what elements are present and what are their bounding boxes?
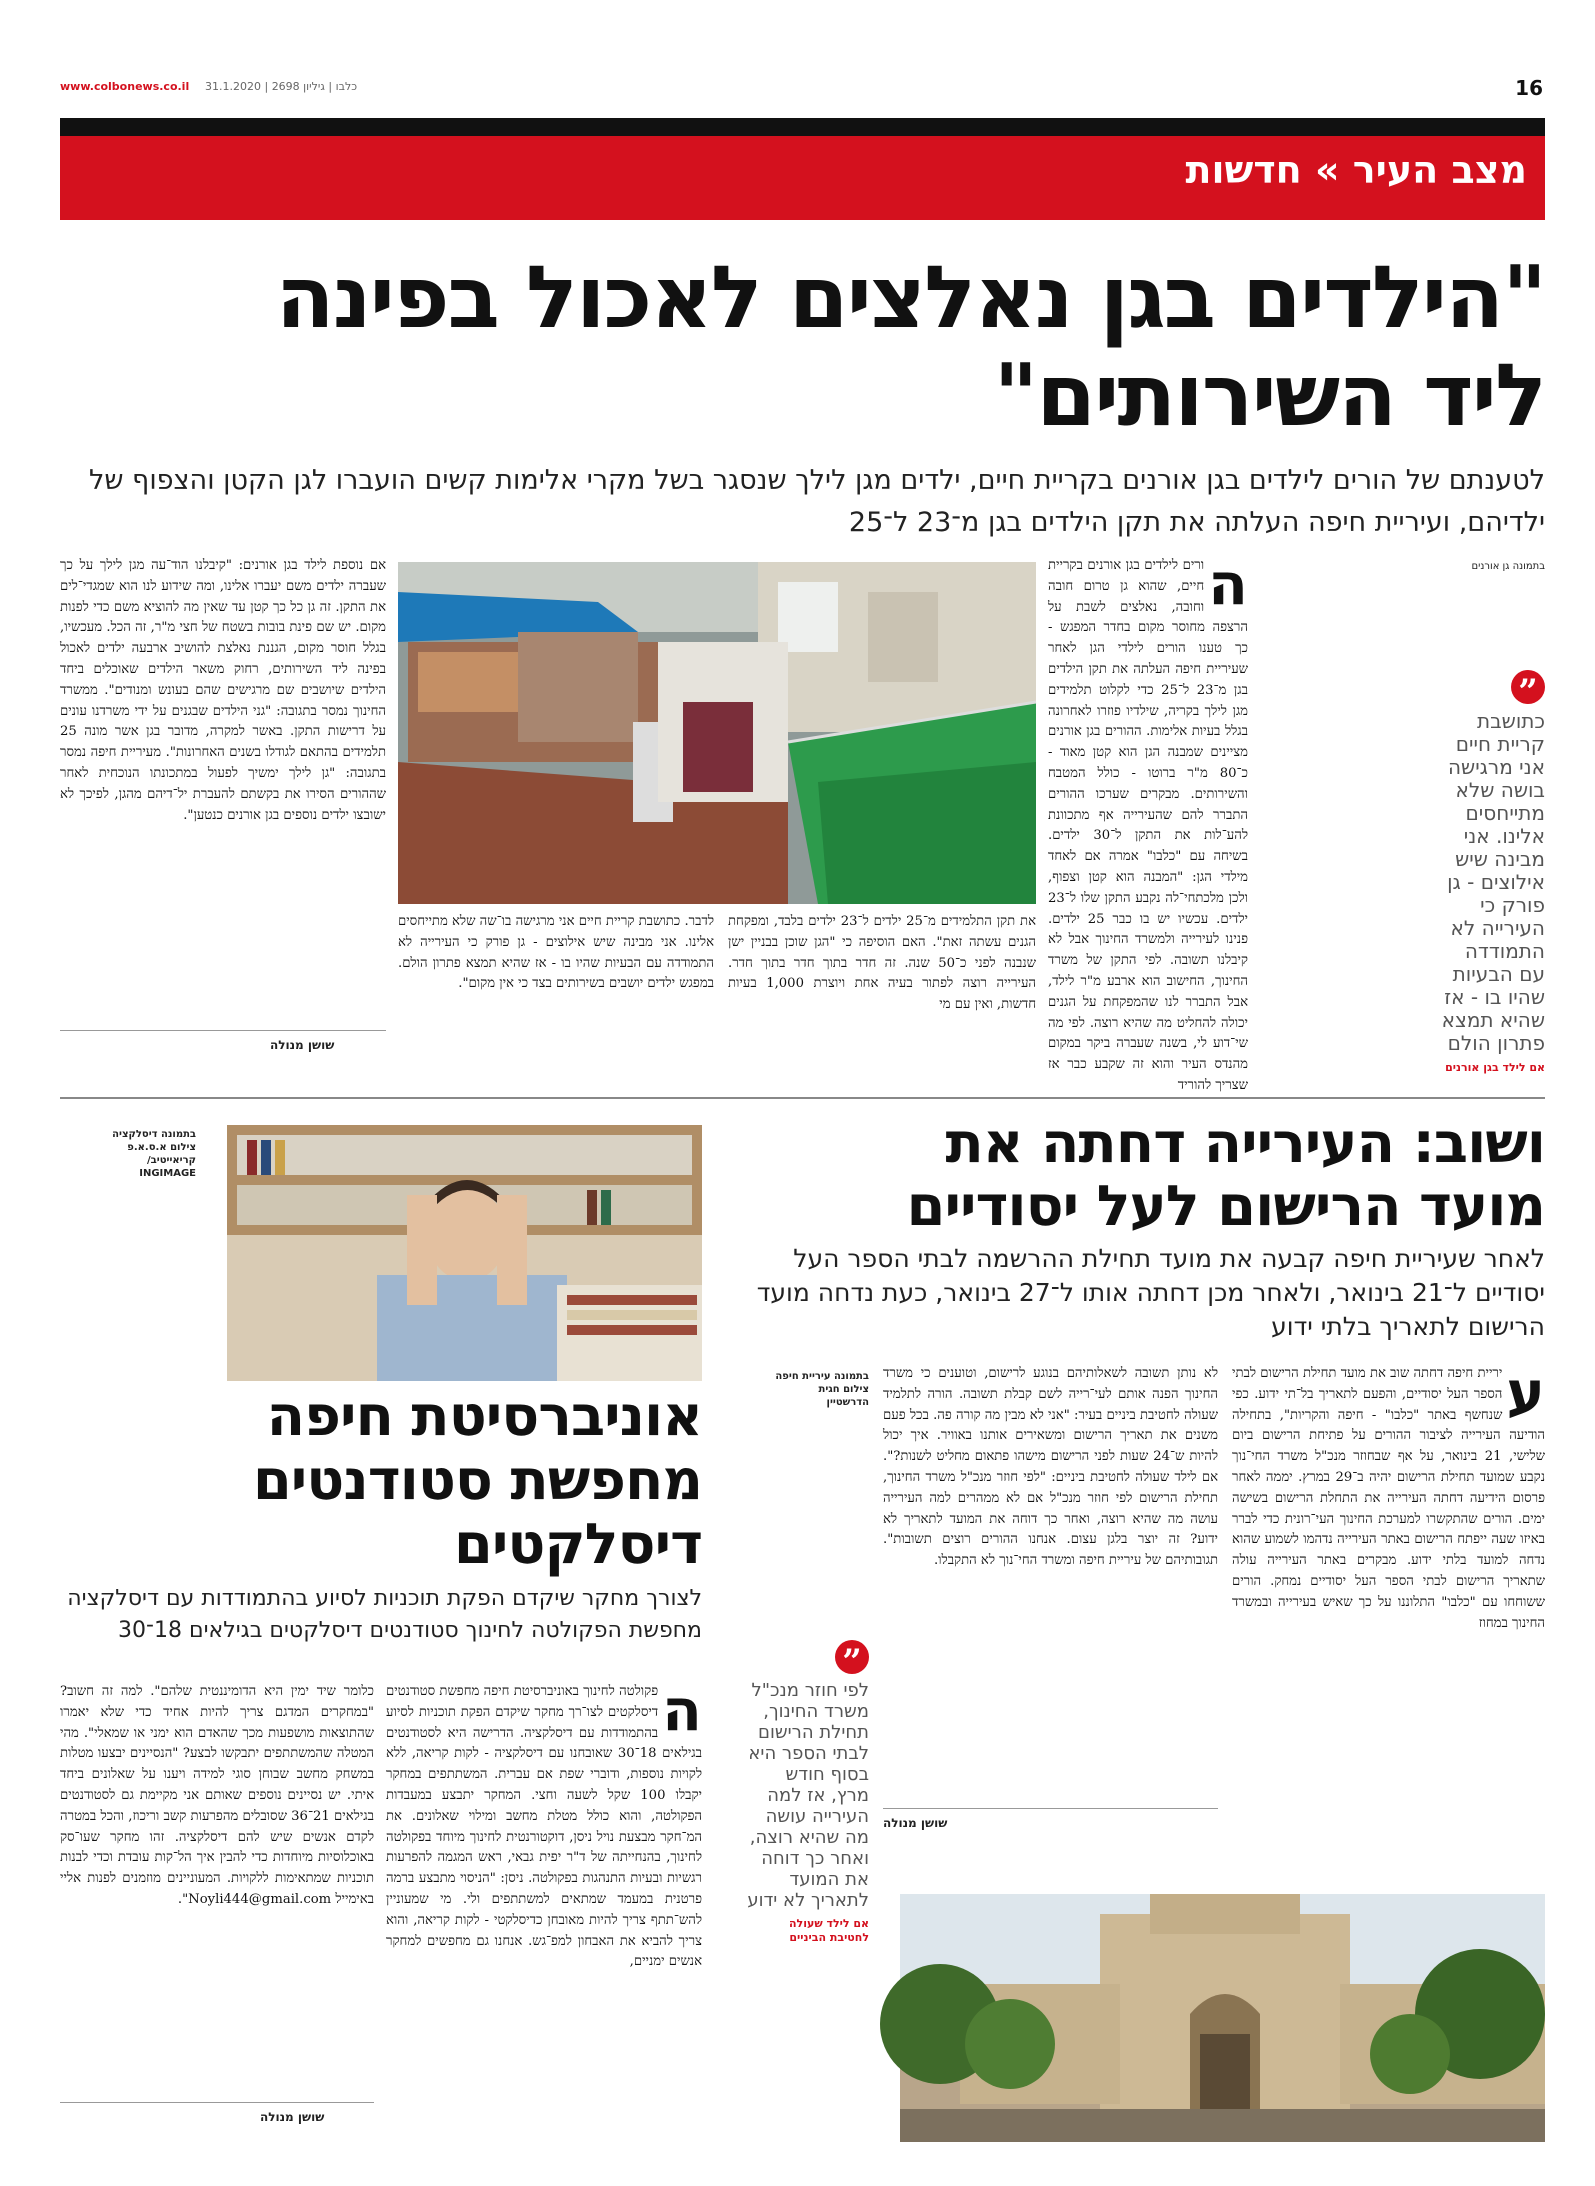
section-banner [60, 136, 1545, 220]
section-sub: חדשות [1185, 148, 1302, 192]
story1-photo-kindergarten [398, 562, 1036, 904]
story2-photo-city-hall [900, 1894, 1545, 2142]
story2-column-2: לא נותן תשובה לשאלותיהם בנוגע לרישום, וטוענים כי משרד החינוך הפנה אותם לעי־רייה לשם קבלת תשובה. הורה לתלמיד שעולה לחטיבת ביניים בעיר: "אני לא מבין מה קורה פה. בכל פעם משנים את תאריך הרישום ומשאירים אותנו באוויר. איך יכול להיות ש־24 שעות לפני הרישום מישהו פתאום מחליט לשנות?". אם לילד שעולה לחטיבת ביניים: "לפי חוזר מנכ"ל משרד החינוך, תחילת הרישום לפי חוזר מנכ"ל אם לא ממהרים למה העירייה עושה מה שהיא רוצה, ואחר כך דוחה את המועד לתאריך לא ידוע? זה יוצר בלגן עצום. אנחנו ההורים רוצים תשובות". תגובותיהם של עיריית חיפה ומשרד החי־נוך לא התקבלו. [883, 1366, 1218, 1569]
story1-headline-line2: ליד השירותים" [993, 346, 1545, 446]
story2-credit-line3: הדרשטיין [826, 1397, 869, 1408]
story1-column-1 [1048, 550, 1248, 1093]
masthead-site[interactable]: www.colbonews.co.il [60, 80, 190, 93]
story3-credit-line3: קריאייטיב/ [147, 1155, 196, 1166]
story2-byline: שושן מנולה [883, 1816, 948, 1830]
story3-photo-credit [60, 1128, 196, 1180]
story2-headline-line2: מועד הרישום לעל יסודיים [906, 1174, 1545, 1239]
section-arrow: » [1315, 148, 1340, 192]
story3-credit-line1: בתמונה דיסלקציה [112, 1129, 196, 1140]
story1-quote-text: כתושבת קריית חיים אני מרגישה בושה שלא מתייחסים אלינו. אני מבינה שיש אילוצים - גן פורק כי העירייה לא התמודדה עם הבעיות שהיו בו - אז שהיא תמצא פתרון הולם [1441, 709, 1545, 1055]
story1-pull-quote [1433, 670, 1545, 1075]
story1-dropcap: ה [1208, 550, 1248, 618]
story3-dropcap: ה [662, 1676, 702, 1744]
story3-byline: שושן מנולה [260, 2110, 325, 2124]
black-rule [60, 118, 1545, 136]
story3-credit-line2: צילום א.ס.א.פ [127, 1142, 196, 1153]
story2-credit-line2: צילום חגית [818, 1384, 869, 1395]
story1-column-4: אם נוספת לילד בגן אורנים: "קיבלנו הוד־עה מגן לילך על כך שעברה ילדים משם יעברו אלינו, ומה שידוע לנו הוא שמגדי־לים את התקן. זה גן כל כך קטן עד שאין מה להוציא משם כדי לפנות מקום. יש שם פינת בובות בשטח של חצי מ"ר, זה הכל. מעכשיו, בגלל חוסר מקום, הגננת נאלצת להושיב ארבעה ילדים לאכול בפינה ליד השירותים, רחוק משאר הילדים שאוכלים ביחד הילדים שיושבים שם מרגישים שהם בעונש ומנודים". ממשרד החינוך נמסר בתגובה: "גני הילדים שבגנים על ידי משרדנו עונים על דרישות התקן. באשר למקרה, מדובר בגן אשר מונה 25 תלמידים בהתאם לגודלו בשנים האחרונות". מעיריית חיפה נמסר בתגובה: "גן לילך ימשיך לפעול במתכונתו הנוכחית לאחר שההורים הסירו את בקשתם להעברת יל־דיהם מהגן, לפיכך לא ישובצו ילדים נוספים בגן אורנים כנטען". [60, 558, 386, 823]
story2-quote-attr-line1: אם לילד שעולה [789, 1917, 869, 1930]
quote-mark-icon-2: ” [835, 1640, 869, 1674]
story2-credit-line1: בתמונה עיריית חיפה [775, 1371, 869, 1382]
story1-column-2: את תקן התלמידים מ־25 ילדים ל־23 ילדים בלבד, ומפקחת הגנים עשתה זאת". האם הוסיפה כי "הגן שוכן בבניין ישן שנבנה לפני כ־50 שנה. זה חדר בתוך חדר בתוך חדר. העירייה רוצה לפתור בעיה אחת ויוצרת 1,000 בעיות חדשות, ואין עם מי [728, 914, 1037, 1013]
story3-column-2: כלומר שיד ימין היא הדומיננטית שלהם". למה זה חשוב? "במחקרים המדגם צריך להיות אחיד כדי שלא יאמרו שהתוצאות מושפעות מכך שהאדם הוא ימני או שמאלי". מהי המטלה שהמשתתפים יתבקשו לבצע? "הנסיינים יבצעו מטלות במשחק מחשב שבוחן סוגי למידה ויענו על שאלונים ביחד איתי. יש נסיינים נוספים שאותם אני מקיימת גם לסטודנטים בגילאים 21־36 שסובלים מהפרעות קשב וריכוז, והכל במטרה לקדם אנשים שיש להם דיסלקציה. זהו מחקר שעו־סק באוכלוסיות מיוחדות כדי להבין איך הל־קות עובדת וכדי לבנות תוכניות שמתאימות ללקויות. המעוניינים מוזמנים לפנות אליי באימייל Noyli444@gmail.com". [60, 1684, 374, 1907]
story3-headline-line1: אוניברסיטת חיפה [266, 1384, 702, 1449]
quote-mark-icon: ” [1511, 670, 1545, 704]
story1-photo-credit: בתמונה גן אורנים [1471, 561, 1545, 572]
story3-photo-student [227, 1125, 702, 1381]
story2-dropcap: ע [1506, 1358, 1545, 1426]
story1-col1-text: ורים לילדים בגן אורנים בקריית חיים, שהוא גן טרום חובה וחובה, נאלצים לשבת על הרצפה מחוסר מקום בחדר המפגש - כך טענו הורים לילדי הגן לאחר שעיריית חיפה העלתה את תקן הילדים בגן מ־23 ל־25 כדי לקלוט תלמידים מגן לילך בקריה, שילדיו פוזרו לאחרונה בגלל בעיות אלימות. ההורים בגן אורנים מציינים שמבנה הגן הוא קטן מאוד - כ־80 מ"ר ברוטו - כולל המטבח והשירותים. מבקרים שערכו ההורים התברר להם שהעירייה אף מתכוונת להע־לות את התקן ל־30 ילדים. בשיחה עם "כלבו" אמרה אם לאחד מילדי הגן: "המבנה הוא קטן וצפוף, ולכן מלכתחי־לה נקבע התקן שלו ל־23 ילדים. עכשיו יש בו כבר 25 ילדים. פנינו לעירייה ולמשרד החינוך אבל לא קיבלנו תשובה. לפי התקן של משרד החינוך, החישוב הוא ארבע מ"ר לילד, אבל התברר לנו שהמפקחת על הגנים יכולה להחליט מה שהיא רוצה. לפי מה שי־דוע לי, בשנה שעברה ביקר במקום מהנדס העיר והוא זה שקבע כבר אז שצריך להוריד [1048, 558, 1248, 1093]
section-label [1186, 148, 1528, 192]
story3-byline-rule [60, 2102, 374, 2103]
story1-headline-line1: "הילדים בגן נאלצים לאכול בפינה [275, 248, 1545, 348]
story1-subhead: לטענתם של הורים לילדים בגן אורנים בקריית חיים, ילדים מגן לילך שנסגר בשל מקרי אלימות קשים הועברו לגן הקטן והצפוף של ילדיהם, ועיריית חיפה העלתה את תקן הילדים בגן מ־23 ל־25 [88, 465, 1545, 538]
story3-headline-line2: מחפשת סטודנטים [252, 1448, 702, 1513]
story1-quote-attribution: אם לילד בגן אורנים [1445, 1061, 1545, 1074]
student-illustration [227, 1125, 702, 1381]
section-main: מצב העיר [1352, 148, 1527, 192]
story2-quote-attribution [743, 1917, 869, 1945]
kindergarten-illustration [398, 562, 1036, 904]
masthead-issue: כלבו | גיליון 2698 | 31.1.2020 [205, 80, 358, 93]
story2-photo-credit [733, 1370, 869, 1409]
story3-column-1 [386, 1676, 703, 2142]
story2-subhead: לאחר שעיריית חיפה קבעה את מועד תחילת ההרשמה לבתי הספר העל יסודיים ל־21 בינואר, ולאחר מכן דחתה אותו ל־27 בינואר, כעת נדחה מועד הרישום לתאריך בלתי ידוע [756, 1244, 1545, 1341]
story3-subhead: לצורך מחקר שיקדם הפקת תוכניות לסיוע בהתמודדות עם דיסלקציה מחפשת הפקולטה לחינוך סטודנטים דיסלקטים בגילאים 18־30 [67, 1586, 702, 1643]
story1-byline: שושן מנולה [270, 1038, 335, 1052]
story1-column-3: לדבר. כתושבת קריית חיים אני מרגישה בו־שה שלא מתייחסים אלינו. אני מבינה שיש אילוצים - גן פורק כי העירייה לא התמודדה עם הבעיות שהיו בו - אז שהיא תמצא פתרון הולם. במפגש ילדים יושבים בשירותים בצד כי אין מקום". [398, 914, 714, 992]
story2-quote-attr-line2: לחטיבת הביניים [789, 1931, 869, 1944]
story2-quote-text: לפי חוזר מנכ"ל משרד החינוך, תחילת הרישום לבתי הספר היא בסוף חודש מרץ, אז למה העירייה עושה מה שהיא רוצה, ואחר כך דוחה את המועד לתאריך לא ידוע [747, 1680, 869, 1911]
story2-headline-line1: ושוב: העירייה דחתה את [945, 1111, 1545, 1176]
city-hall-illustration [900, 1894, 1545, 2142]
story2-byline-rule [883, 1808, 1218, 1809]
story-divider [60, 1097, 1545, 1099]
story1-byline-rule [60, 1030, 386, 1031]
story2-col1-text: יריית חיפה דחתה שוב את מועד תחילת הרישום לבתי הספר העל יסודיים, והפעם לתאריך בל־תי ידוע. כפי שנחשף באתר "כלבו" - חיפה והקריות", בתחילה הודיעה העירייה לציבור ההורים על פתיחת הרישום ביום שלישי, 21 בינואר, על אף שבחוזר מנכ"ל משרד החי־נוך נקבע שמועד תחילת הרישום יהיה ב־29 במרץ. יממה לאחר פרסום הידיעה דחתה העירייה את התחלת הרישום בשישה ימים. הורים שהתקשרו למערכת החינוך העי־רונית כדי לברר באיזו שעה ייפתח הרישום באתר העירייה נדהמו לשמוע שהוא נדחה למועד בלתי ידוע. מבקרים באתר העירייה עולה שתאריך הרישום לבתי הספר העל יסודיים נמחק. הורים ששוחחו עם "כלבו" התלוננו על כך שאיש בעירייה ובמשרד החינוך במחוז [1232, 1366, 1545, 1631]
story3-credit-line4: INGIMAGE [139, 1168, 196, 1179]
page-number: 16 [1515, 76, 1543, 100]
story2-pull-quote [743, 1640, 869, 1945]
story3-col1-text: פקולטה לחינוך באוניברסיטת חיפה מחפשת סטודנטים דיסלקטים לצו־רך מחקר שיקדם הפקת תוכניות לסיוע בהתמודדות עם דיסלקציה. הדרישה היא לסטודנטים בגילאים 18־30 שאובחנו עם דיסלקציה - לקות קריאה, ללא לקויות נוספות, ודוברי שפת אם עברית. המשתתפים במחקר יקבלו 100 שקל לשעה וחצי. המחקר יתבצע במעבדות הפקולטה, והוא כולל מטלת מחשב ומילוי שאלונים. את המ־חקר מבצעת נויל ניסן, דוקטורנטית לחינוך מיוחד בפקולטה לחינוך, בהנחייתה של ד"ר יפית גבאי, ראש המגמה להפרעות רגשיות ובעיות התנהגות בפקולטה. ניסן: "הניסוי מתבצע ברמה פרטנית במעמד שמתאים למשתתפים ולי. מי שמעוניין להש־תתף צריך להיות מאובחן כדיסלקטי - לקות קריאה, והוא צריך להביא את האבחון למפ־גש. אנחנו גם מחפשים למחקר אנשים ימניים, [386, 1684, 703, 1970]
story3-headline-line3: דיסלקטים [453, 1512, 702, 1577]
story2-column-1 [1232, 1358, 1545, 1882]
